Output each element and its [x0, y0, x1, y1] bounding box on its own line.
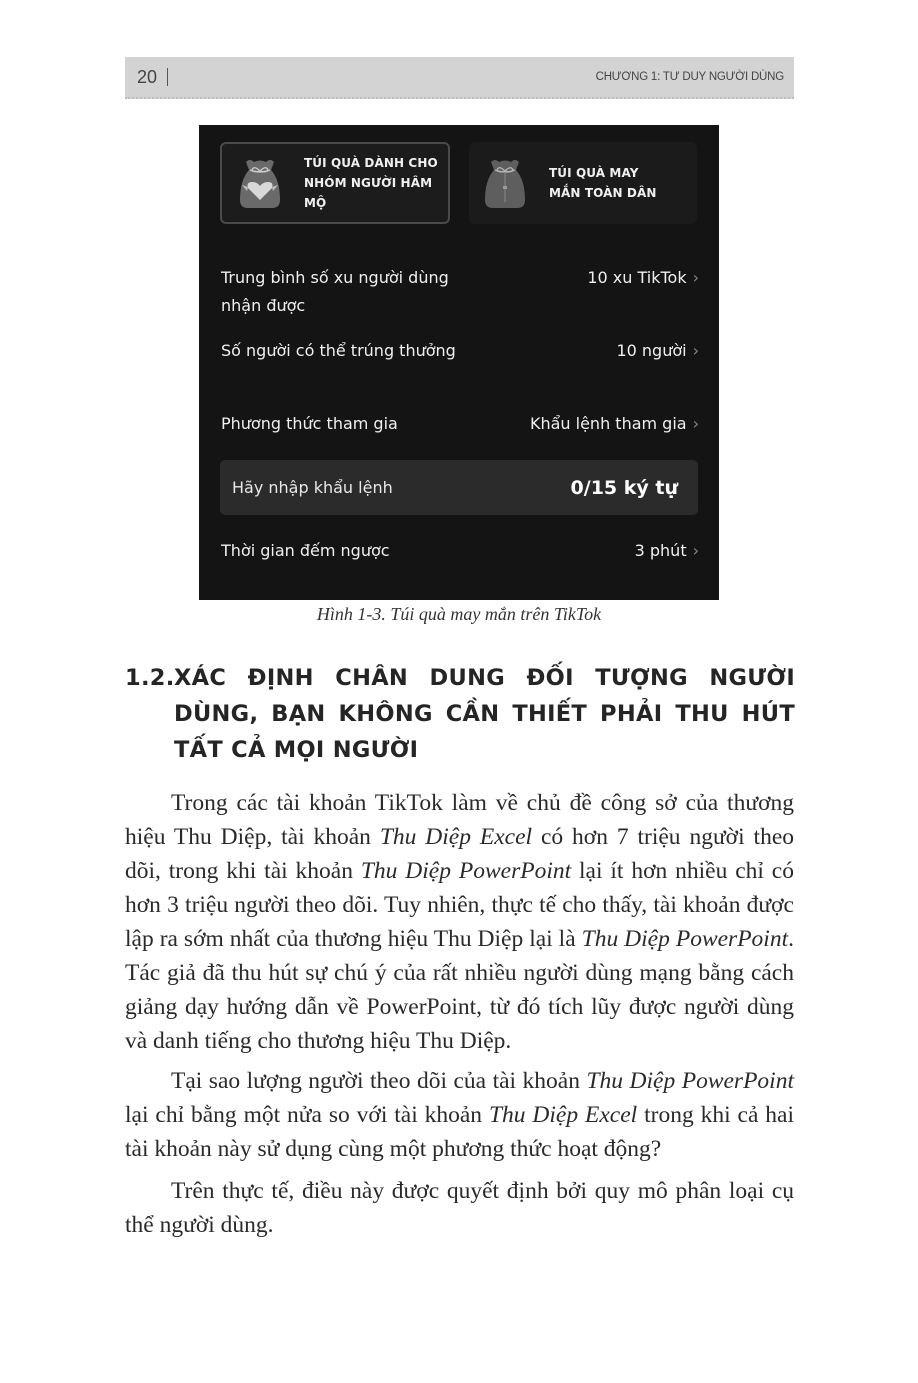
paragraph-1: [125, 786, 794, 1058]
account-name: Thu Diệp PowerPoint: [586, 1068, 794, 1094]
setting-label: Phương thức tham gia: [221, 414, 398, 433]
running-header: [125, 57, 794, 99]
password-input-placeholder: Hãy nhập khẩu lệnh: [232, 478, 393, 497]
text-run: Trên thực tế, điều này được quyết định bởi quy mô phân loại cụ thể người dùng.: [125, 1178, 794, 1238]
text-run: . Tác giả đã thu hút sự chú ý của rất nhiều người dùng mạng bằng cách giảng dạy hướng dẫn về PowerPoint, từ đó tích lũy được người dùng và danh tiếng cho thương hiệu Thu Diệp.: [125, 926, 794, 1054]
setting-label: Trung bình số xu người dùng nhận được: [221, 268, 449, 315]
paragraph-2: [125, 1064, 794, 1166]
account-name: Thu Diệp Excel: [379, 824, 533, 850]
chapter-title: CHƯƠNG 1: TƯ DUY NGƯỜI DÙNG: [595, 71, 784, 83]
text-run: lại ít hơn nhiều chỉ có hơn 3 triệu người theo dõi. Tuy nhiên, thực tế cho thấy, tài khoản được lập ra sớm nhất của thương hiệu Thu Diệp lại là: [125, 858, 794, 952]
setting-value: 3 phút: [634, 541, 687, 560]
chevron-right-icon: ›: [692, 414, 699, 433]
setting-value: 10 người: [616, 341, 687, 360]
gift-bag-icon: [481, 156, 529, 210]
section-number: 1.2.: [125, 665, 175, 691]
chevron-right-icon: ›: [692, 541, 699, 560]
text-run: có hơn 7 triệu người theo dõi, trong khi tài khoản: [125, 824, 794, 884]
setting-row-average-coins[interactable]: [221, 264, 699, 320]
paragraph-3: [125, 1174, 794, 1242]
setting-value-group: [587, 264, 699, 292]
account-name: Thu Diệp PowerPoint: [360, 858, 572, 884]
setting-label: Thời gian đếm ngược: [221, 541, 390, 560]
password-input[interactable]: [220, 460, 698, 515]
setting-label: Số người có thể trúng thưởng: [221, 341, 456, 360]
setting-value: Khẩu lệnh tham gia: [529, 414, 687, 433]
header-divider: [167, 68, 168, 86]
chevron-right-icon: ›: [692, 268, 699, 287]
text-run: Tại sao lượng người theo dõi của tài khoản: [171, 1068, 587, 1094]
setting-row-join-method[interactable]: [221, 410, 699, 438]
character-counter: 0/15 ký tự: [570, 476, 678, 499]
section-heading: [125, 660, 795, 768]
account-name: Thu Diệp PowerPoint: [581, 926, 789, 952]
gift-option-label: TÚI QUÀ MAY MẮN TOÀN DÂN: [549, 166, 657, 200]
setting-row-countdown[interactable]: [221, 537, 699, 565]
account-name: Thu Diệp Excel: [488, 1102, 638, 1128]
setting-value: 10 xu TikTok: [587, 268, 687, 287]
gift-option-label: TÚI QUÀ DÀNH CHO NHÓM NGƯỜI HÂM MỘ: [304, 156, 438, 210]
figure-caption: Hình 1-3. Túi quà may mắn trên TikTok: [316, 604, 602, 624]
chevron-right-icon: ›: [692, 341, 699, 360]
text-run: lại chỉ bằng một nửa so với tài khoản: [125, 1102, 489, 1128]
setting-value-group: [530, 410, 699, 438]
tiktok-gift-bag-screenshot: [199, 125, 719, 600]
gift-option-everyone[interactable]: [469, 142, 697, 224]
setting-value-group: [635, 537, 699, 565]
section-title: XÁC ĐỊNH CHÂN DUNG ĐỐI TƯỢNG NGƯỜI DÙNG, BẠN KHÔNG CẦN THIẾT PHẢI THU HÚT TẤT CẢ MỌI NGƯỜI: [174, 665, 795, 763]
gift-option-fan-group[interactable]: [220, 142, 450, 224]
gift-bag-heart-icon: [236, 156, 284, 210]
setting-row-winners[interactable]: [221, 337, 699, 365]
text-run: trong khi cả hai tài khoản này sử dụng cùng một phương thức hoạt động?: [125, 1102, 794, 1162]
text-run: Trong các tài khoản TikTok làm về chủ đề công sở của thương hiệu Thu Diệp, tài khoản: [125, 790, 794, 850]
setting-value-group: [616, 337, 699, 365]
page-number: 20: [137, 66, 158, 87]
